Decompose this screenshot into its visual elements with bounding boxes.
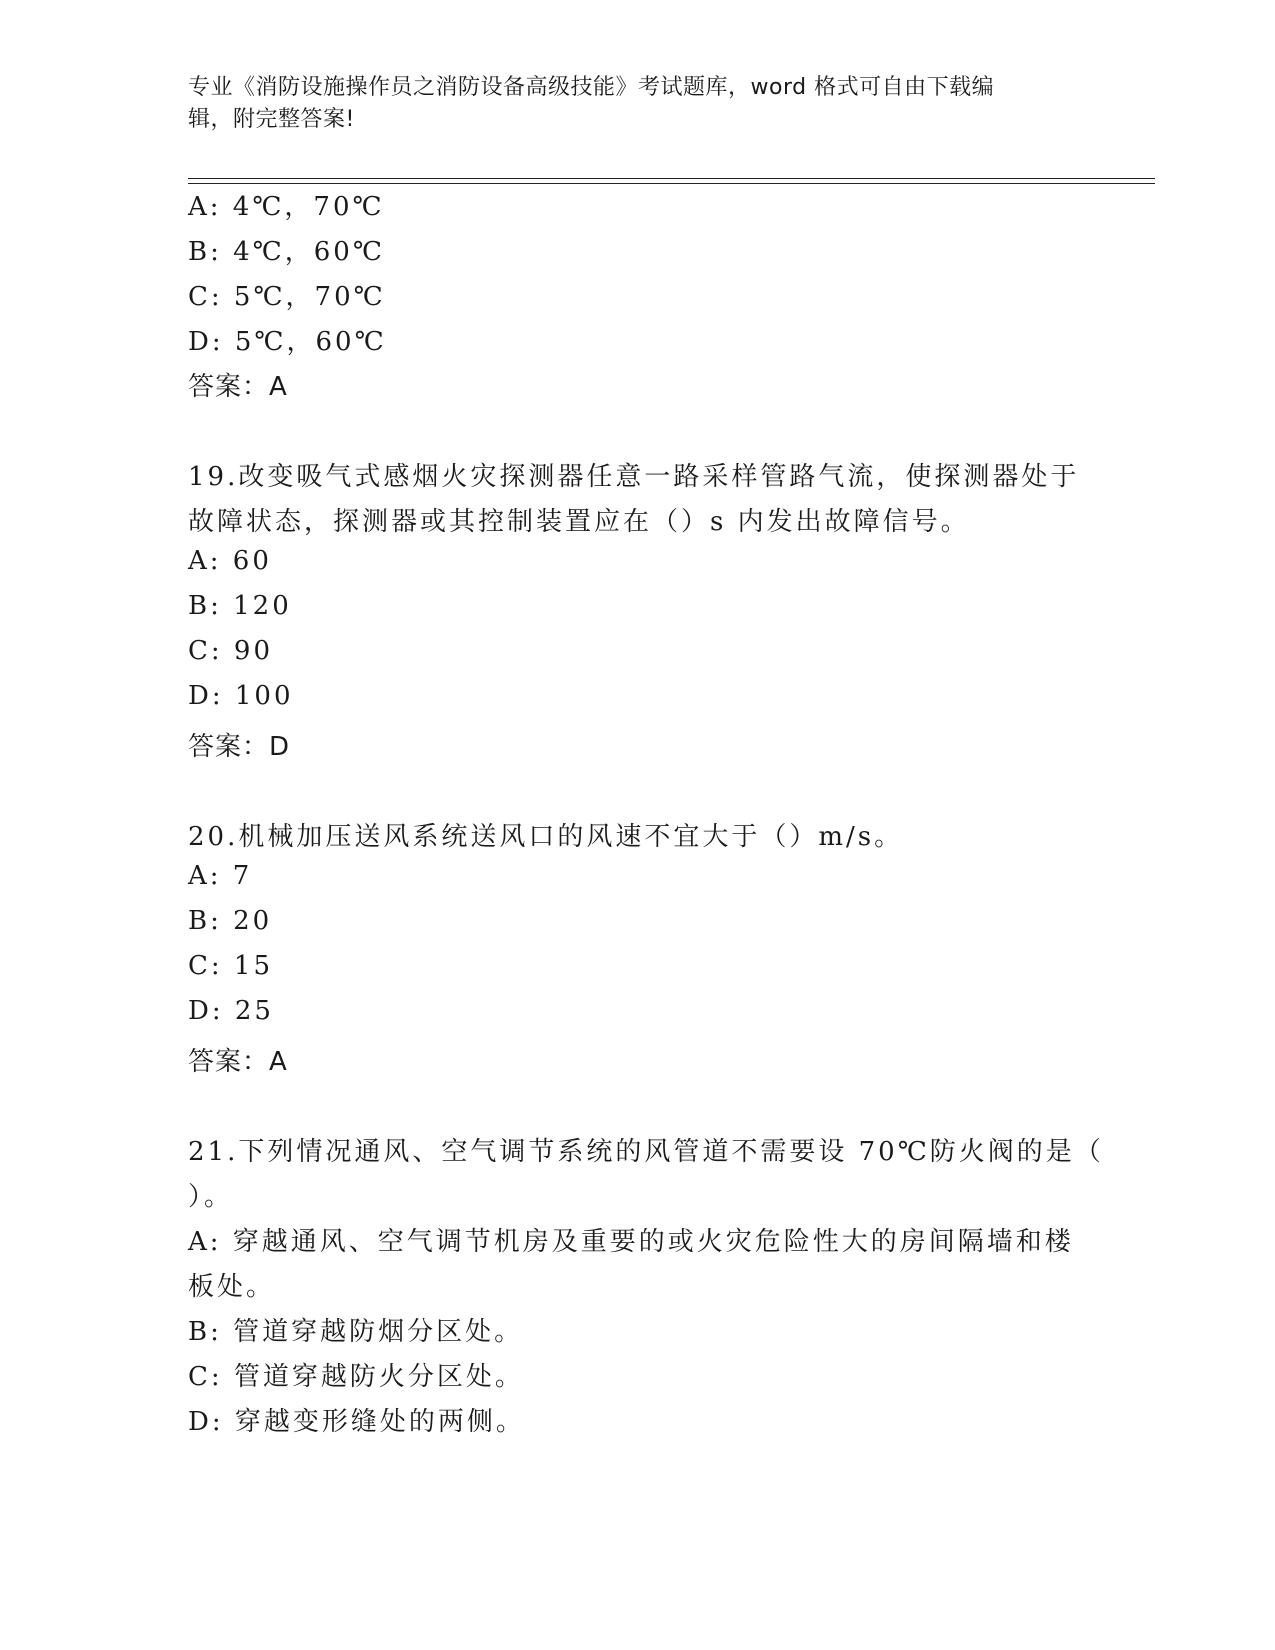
header-line-2: 辑，附完整答案! xyxy=(188,107,355,132)
q21-option-b: B: 管道穿越防烟分区处。 xyxy=(188,1317,524,1347)
q20-option-d: D: 25 xyxy=(188,996,274,1026)
q21-option-a-line-1: A: 穿越通风、空气调节机房及重要的或火灾危险性大的房间隔墙和楼 xyxy=(188,1227,1074,1257)
q20-answer: 答案：A xyxy=(188,1047,288,1077)
q18-answer: 答案：A xyxy=(188,372,288,402)
q18-option-c: C: 5℃，70℃ xyxy=(188,282,386,312)
q21-stem-line-1: 21.下列情况通风、空气调节系统的风管道不需要设 70℃防火阀的是（ xyxy=(188,1137,1104,1167)
q18-option-d: D: 5℃，60℃ xyxy=(188,327,387,357)
q19-stem-line-2: 故障状态，探测器或其控制装置应在（）s 内发出故障信号。 xyxy=(188,507,970,537)
q19-option-d: D: 100 xyxy=(188,681,294,711)
q19-option-a: A: 60 xyxy=(188,546,272,576)
q19-option-c: C: 90 xyxy=(188,636,274,666)
q19-answer: 答案：D xyxy=(188,732,291,762)
header-divider-bottom xyxy=(188,183,1155,184)
q18-option-a: A: 4℃，70℃ xyxy=(188,192,385,222)
q20-stem-line-1: 20.机械加压送风系统送风口的风速不宜大于（）m/s。 xyxy=(188,822,904,852)
q19-option-b: B: 120 xyxy=(188,591,292,621)
q20-option-c: C: 15 xyxy=(188,951,274,981)
q20-option-a: A: 7 xyxy=(188,861,253,891)
q21-option-c: C: 管道穿越防火分区处。 xyxy=(188,1362,524,1392)
header-divider-top xyxy=(188,178,1155,179)
q21-option-d: D: 穿越变形缝处的两侧。 xyxy=(188,1407,525,1437)
q19-stem-line-1: 19.改变吸气式感烟火灾探测器任意一路采样管路气流，使探测器处于 xyxy=(188,462,1080,492)
q21-stem-line-2: ）。 xyxy=(188,1182,234,1212)
header-line-1: 专业《消防设施操作员之消防设备高级技能》考试题库，word 格式可自由下载编 xyxy=(188,75,995,100)
document-header xyxy=(188,72,1068,136)
q20-option-b: B: 20 xyxy=(188,906,273,936)
q18-option-b: B: 4℃，60℃ xyxy=(188,237,385,267)
q21-option-a-line-2: 板处。 xyxy=(188,1272,276,1302)
